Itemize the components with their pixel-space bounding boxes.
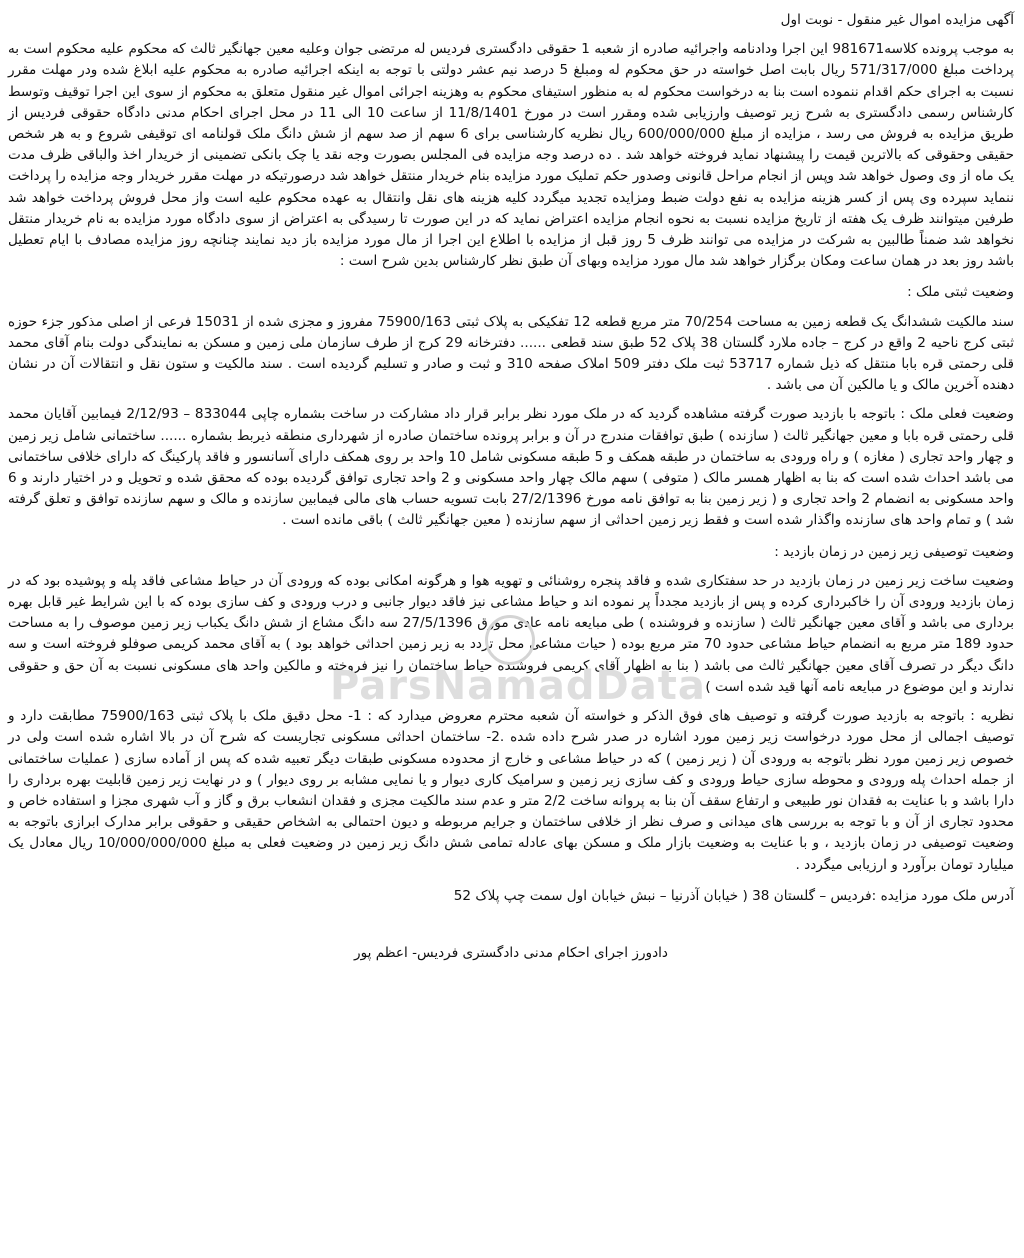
notice-header: آگهی مزایده اموال غیر منقول - نوبت اول (780, 12, 1014, 28)
expert-opinion-paragraph: نظریه : باتوجه به بازدید صورت گرفته و توصیف های فوق الذکر و خواسته آن شعبه محترم معروض میدارد که : 1- محل دقیق ملک با پلاک ثبتی 75900/163 مطابقت دارد و توصیف اجمالی از محل مورد درخواست زیر زمین مورد اشاره در صدر شرح داده شده .2- ساختمان احداثی مسکونی تجاریست که شرح آن در بالا اشاره شده است ولی در خصوص زیر زمین مورد نظر باتوجه به ورودی آن ( زیر زمین ) که در حیاط مشاعی و خارج از محدوده مسکونی طبقات دیگر تعبیه شده که پس از آماده سازی ( عملیات ساختمانی از جمله احداث پله ورودی و محوطه سازی حیاط ورودی و کف سازی زیر زمین و سرامیک کاری دیوار و یا نمایی مشابه بر روی دیوار ) و در نهایت زیر زمین قابلیت بهره برداری را دارا باشد و با عنایت به فقدان نور طبیعی و ارتفاع سقف آن بنا به پروانه ساخت 2/2 متر و عدم سند مالکیت مجزی و فقدان انشعاب برق و گاز و آب شهری مجزا و استفاده خاص و محدود تجاری از آن و با توجه به بررسی های میدانی و صرف نظر از خلافی ساختمان و جرایم مربوطه و دیون احتمالی به اشخاص حقیقی و حقوقی برابر مدارک ابرازی باتوجه به وضعیت توصیفی در زمان بازدید ، و با عنایت به وضعیت بازار ملک و مسکن بهای عادله تمامی شش دانگ زیر زمین در وضعیت فعلی به مبلغ 10/000/000/000 ریال معادل یک میلیارد تومان برآورد و ارزیابی میگردد . (8, 708, 1014, 873)
property-address: آدرس ملک مورد مزایده :فردیس – گلستان 38 ( خیابان آذرنیا – نبش خیابان اول سمت چپ پلاک 52 (453, 887, 1014, 904)
watermark-text: ParsNamadData (330, 663, 706, 710)
basement-status-title: وضعیت توصیفی زیر زمین در زمان بازدید : (774, 543, 1014, 560)
registry-status-paragraph: سند مالکیت ششدانگ یک قطعه زمین به مساحت 70/254 متر مربع قطعه 12 تفکیکی به پلاک ثبتی 75900/163 مفروز و مجزی شده از 15031 فرعی از اصلی مذکور جزء حوزه ثبتی کرج ناحیه 2 واقع در کرج – جاده ملارد گلستان 38 پلاک 52 طبق سند قطعی ...... دفترخانه 29 کرج از طرف سازمان ملی زمین و مسکن به نمایندگی دولت بنام آقای محمد قلی رحمتی قره بابا منتقل که ذیل شماره 53717 ثبت ملک دفتر 509 املاک صفحه 310 و ثبت و صادر و تسلیم گردیده است . سند مالکیت و ستون نقل و انتقالات آن در نشان دهنده آخرین مالک و یا مالکین آن می باشد . (8, 313, 1014, 394)
registry-status-title: وضعیت ثبتی ملک : (907, 284, 1014, 301)
signature-line: دادورز اجرای احکام مدنی دادگستری فردیس- اعظم پور (354, 944, 668, 961)
basement-status-paragraph: وضعیت ساخت زیر زمین در زمان بازدید در حد سفتکاری شده و فاقد پنجره روشنائی و تهویه هوا و هرگونه امکانی بوده که ورودی آن در حیاط مشاعی فاقد پله و پوشیده بود که در زمان بازدید ورودی آن را خاکبرداری کرده و پس از بازدید مجدداً پر نموده اند و حیاط مشاعی نیز فاقد دیوار جانبی و درب ورودی و کف سازی بوده که با این شرایط غیر قابل بهره برداری می باشد و آقای معین جهانگیر ثالث ( سازنده و فروشنده ) طی مبایعه نامه عادی مورق 27/5/1396 سه دانگ مشاع از شش دانگ یکباب زیر زمین موصوف را به مساحت حدود 189 متر مربع به انضمام حیاط مشاعی حدود 70 متر مربع بوده ( حیات مشاعی محل تردد به زیر زمین احداثی خواهد بود ) به آقای محمد کریمی صوفلو فروخته است و سه دانگ دیگر در تصرف آقای معین جهانگیر ثالث می باشد ( بنا به اظهار آقای کریمی فروشنده حیاط ساختمان را نیز فروخته و مالکین واحد های مسکونی نسبت به آن حق و حقوقی ندارند و این موضوع در مبایعه نامه آنها قید شده است ) (8, 572, 1014, 695)
current-status-paragraph: وضعیت فعلی ملک : باتوجه با بازدید صورت گرفته مشاهده گردید که در ملک مورد نظر برابر قرار داد مشارکت در ساخت بشماره چاپی 833044 – 2/12/93 فیمابین آقایان محمد قلی رحمتی قره بابا و معین جهانگیر ثالث ( سازنده ) طبق توافقات مندرج در آن و برابر پرونده ساختمان صادره از شهرداری منطقه ذیربط بشماره ...... ساختمانی شامل زیر زمین و چهار واحد تجاری ( مغازه ) و راه ورودی به ساختمان در طبقه همکف و 5 طبقه مسکونی شامل 10 واحد بر روی همکف دارای آسانسور و فاقد پارکینگ که دارای خلافی ساختمانی می باشد احداث شده است که بنا به اظهار همسر مالک ( متوفی ) سهم مالک چهار واحد مسکونی و 2 واحد تجاری توافق گردیده بوده که محقق شده و تحویل و در اختیار دارند و 6 واحد مسکونی به انضمام 2 واحد تجاری و ( زیر زمین بنا به توافق نامه مورخ 27/2/1396 بابت تسویه حساب های مالی فیمابین سازنده و مالک و سهم سازنده توافق و تعلق گرفته شد ) و تمام واحد های سازنده واگذار شده است و فقط زیر زمین احداثی از سهم سازنده ( معین جهانگیر ثالث ) باقی مانده است . (8, 406, 1014, 529)
intro-paragraph: به موجب پرونده کلاسه981671 این اجرا ودادنامه واجرائیه صادره از شعبه 1 حقوقی دادگستری فردیس له مرتضی جوان وعلیه معین جهانگیر ثالث که محکوم علیه محکوم است به پرداخت مبلغ 571/317/000 ریال بابت اصل خواسته در حق محکوم له ومبلغ 5 درصد نیم عشر دولتی با توجه به اینکه اجرائیه صادره به محکوم علیه ابلاغ شده ودر مهلت مقرر نسبت به اجرای حکم اقدام ننموده است بنا به درخواست محکوم له به منظور استیفای محکوم به وهزینه اجرائی اموال غیر منقول متعلق به محکوم از سوی این اجرا توقیف وتوسط کارشناس رسمی دادگستری به شرح زیر توصیف وارزیابی شده ومقرر است در مورخ 11/8/1401 از ساعت 10 الی 11 در محل اجرای احکام مدنی دادگاه حقوقی فردیس از طریق مزایده به فروش می رسد ، مزایده از مبلغ 600/000/000 ریال نظریه کارشناسی برای 6 سهم از صد سهم از شش دانگ ملک قولنامه ای توقیفی شروع و به هر شخص حقیقی وحقوقی که بالاترین قیمت را پیشنهاد نماید فروخته خواهد شد . ده درصد وجه مزایده فی المجلس بصورت وجه نقد یا چک بانکی تضمینی از خریدار اخذ والباقی ظرف مدت یک ماه از وی وصول خواهد شد وپس از انجام مراحل قانونی وصدور حکم تملیک مورد مزایده بنام خریدار منتقل خواهد شد درصورتیکه در مهلت مقرر خریدار وجه مزایده را پرداخت ننماید سپرده وی پس از کسر هزینه مزایده به نفع دولت ضبط ومزایده تجدید میگردد کلیه هزینه های نقل وانتقال به عهده محکوم علیه است واز محل فروش پرداخت خواهد شد طرفین میتوانند ظرف یک هفته از تاریخ مزایده نسبت به نحوه انجام مزایده اعتراض نماید که در این صورت تا رسیدگی به اعتراض از سوی دادگاه مورد مزایده به نام خریدار منتقل نخواهد شد ضمناً طالبین به شرکت در مزایده می توانند ظرف 5 روز قبل از مزایده با اطلاع این اجرا از مال مورد مزایده باز دید نمایند چنانچه روز مزایده مصادف با ایام تعطیل باشد روز بعد در همان ساعت ومکان برگزار خواهد شد مال مورد مزایده وبهای آن طبق نظر کارشناس بدین شرح است : (8, 41, 1014, 270)
